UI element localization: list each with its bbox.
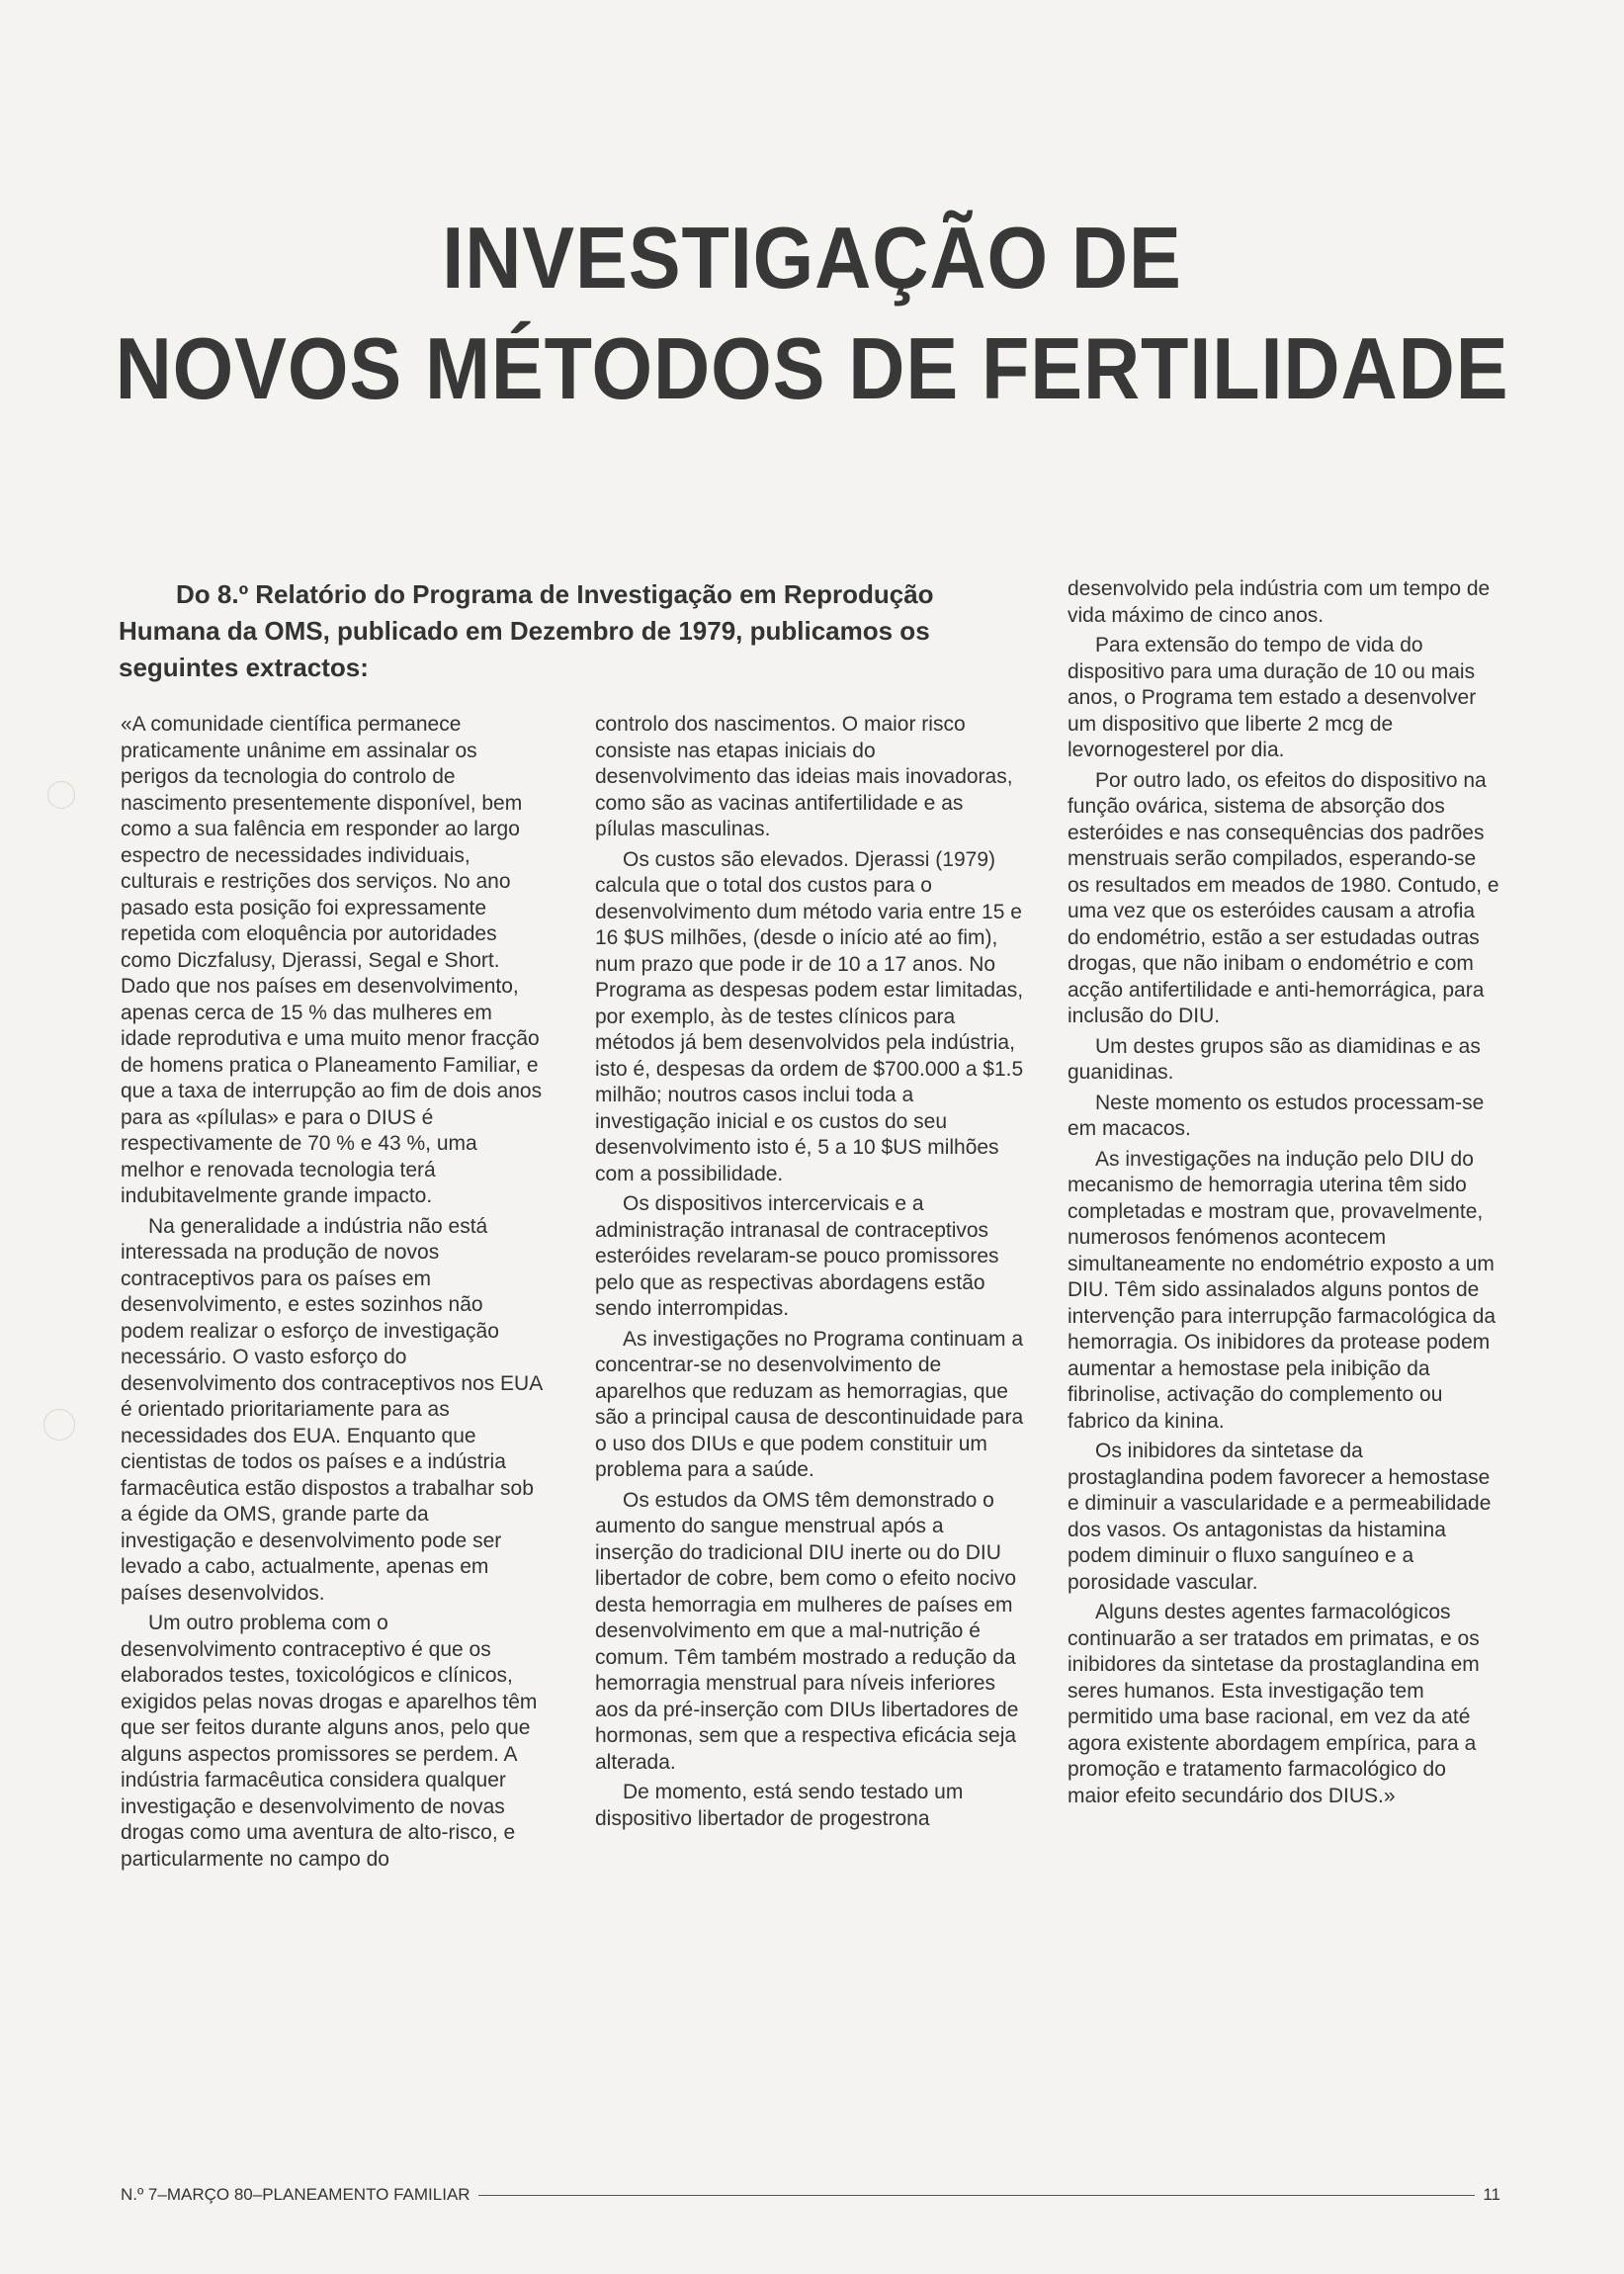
page-number: 11 [1483, 2185, 1500, 2204]
paragraph: controlo dos nascimentos. O maior risco consiste nas etapas iniciais do desenvolvimento das ideias mais inovadoras, como são as vacinas antifertilidade e as pílulas masculinas. [595, 713, 1013, 840]
scan-mark [43, 1409, 75, 1441]
paragraph: desenvolvido pela indústria com um tempo de vida máximo de cinco anos. [1068, 577, 1491, 627]
title-line-2: NOVOS MÉTODOS DE FERTILIDADE [115, 319, 1509, 417]
intro-line-2: Humana da OMS, publicado em Dezembro de 1979, publicamos os [119, 616, 930, 646]
paragraph: «A comunidade científica permanece praticamente unânime em assinalar os perigos da tecnologia do controlo de nascimento presentemente disponível, bem como a sua falência em responder ao largo espectro de necessidades individuais, culturais e restrições dos serviços. No ano pasado esta posição foi expressamente repetida com eloquência por autoridades como Diczfalusy, Djerassi, Segal e Short. Dado que nos países em desenvolvimento, apenas cerca de 15 % das mulheres em idade reprodutiva e uma muito menor fracção de homens pratica o Planeamento Familiar, e que a taxa de interrupção ao fim de dois anos para as «pílulas» e para o DIUS é respectivamente de 70 % e 43 %, uma melhor e renovada tecnologia terá indubitavelmente grande impacto. [121, 713, 543, 1207]
footer-rule [478, 2195, 1476, 2196]
paragraph: Por outro lado, os efeitos do dispositivo na função ovárica, sistema de absorção dos esteróides e nas consequências dos padrões menstruais serão compilados, esperando-se os resultados em meados de 1980. Contudo, e uma vez que os esteróides causam a atrofia do endométrio, estão a ser estudadas outras drogas, que não inibam o endométrio e com acção antifertilidade e anti-hemorrágica, para inclusão do DIU. [1068, 768, 1499, 1027]
intro-line-1: Do 8.º Relatório do Programa de Investigação em Reprodução [176, 579, 934, 609]
column-2 [595, 712, 1026, 1836]
page-footer [121, 2185, 1500, 2205]
page-title [81, 203, 1543, 424]
scan-mark [47, 781, 75, 809]
paragraph: Os dispositivos intercervicais e a administração intranasal de contraceptivos esteróides revelaram-se pouco promissores pelo que as respectivas abordagens estão sendo interrompidas. [595, 1192, 999, 1320]
paragraph: Na generalidade a indústria não está interessada na produção de novos contraceptivos para os países em desenvolvimento, e estes sozinhos não podem realizar o esforço de investigação necessário. O vasto esforço do desenvolvimento dos contraceptivos nos EUA é orientado prioritariamente para as necessidades dos EUA. Enquanto que cientistas de todos os países e a indústria farmacêutica estão dispostos a trabalhar sob a égide da OMS, grande parte da investigação e desenvolvimento pode ser levado a cabo, actualmente, apenas em países desenvolvidos. [121, 1214, 543, 1605]
paragraph: As investigações na indução pelo DIU do mecanismo de hemorragia uterina têm sido completadas e mostram que, provavelmente, numerosos fenómenos acontecem simultaneamente no endométrio exposto a um DIU. Têm sido assinalados alguns pontos de intervenção para interrupção farmacológica da hemorragia. Os inibidores da protease podem aumentar a hemostase pela inibição da fibrinolise, activação do complemento ou fabrico da kinina. [1068, 1147, 1496, 1433]
paragraph: Neste momento os estudos processam-se em macacos. [1068, 1091, 1485, 1140]
intro-line-3: seguintes extractos: [119, 653, 369, 682]
paragraph: Os inibidores da sintetase da prostaglandina podem favorecer a hemostase e diminuir a vascularidade e a permeabilidade dos vasos. Os antagonistas da histamina podem diminuir o fluxo sanguíneo e a porosidade vascular. [1068, 1440, 1492, 1594]
column-3 [1068, 576, 1500, 1813]
paragraph: Um destes grupos são as diamidinas e as guanidinas. [1068, 1034, 1481, 1084]
issue-label: N.º 7–MARÇO 80–PLANEAMENTO FAMILIAR [121, 2185, 470, 2204]
paragraph: As investigações no Programa continuam a concentrar-se no desenvolvimento de aparelhos que reduzam as hemorragias, que são a principal causa de descontinuidade para o uso dos DIUs e que podem constituir um problema para a saúde. [595, 1327, 1024, 1481]
title-line-1: INVESTIGAÇÃO DE [442, 209, 1182, 306]
paragraph: Os estudos da OMS têm demonstrado o aumento do sangue menstrual após a inserção do tradicional DIU inerte ou do DIU libertador de cobre, bem como o efeito nocivo desta hemorragia em mulheres de países em desenvolvimento em que a mal-nutrição é comum. Têm também mostrado a redução da hemorragia menstrual para níveis inferiores aos da pré-inserção com DIUs libertadores de hormonas, sem que a respectiva eficácia seja alterada. [595, 1488, 1019, 1774]
paragraph: De momento, está sendo testado um dispositivo libertador de progestrona [595, 1781, 964, 1830]
paragraph: Para extensão do tempo de vida do dispositivo para uma duração de 10 ou mais anos, o Programa tem estado a desenvolver um dispositivo que liberte 2 mcg de levornogesterel por dia. [1068, 634, 1477, 761]
paragraph: Os custos são elevados. Djerassi (1979) calcula que o total dos custos para o desenvolvimento dum método varia entre 15 e 16 $US milhões, (desde o início até ao fim), num prazo que pode ir de 10 a 17 anos. No Programa as despesas podem estar limitadas, por exemplo, às de testes clínicos para métodos já bem desenvolvidos pela indústria, isto é, despesas da ordem de $700.000 a $1.5 milhão; noutros casos inclui toda a investigação inicial e os custos do seu desenvolvimento isto é, 5 a 10 $US milhões com a possibilidade. [595, 847, 1024, 1185]
paragraph: Um outro problema com o desenvolvimento contraceptivo é que os elaborados testes, toxicológicos e clínicos, exigidos pelas novas drogas e aparelhos têm que ser feitos durante alguns anos, pelo que alguns aspectos promissores se perdem. A indústria farmacêutica considera qualquer investigação e desenvolvimento de novas drogas como uma aventura de alto-risco, e particularmente no campo do [121, 1612, 538, 1871]
intro-paragraph [119, 576, 1028, 686]
paragraph: Alguns destes agentes farmacológicos continuarão a ser tratados em primatas, e os inibidores da sintetase da prostaglandina em seres humanos. Esta investigação tem permitido uma base racional, em vez da até agora existente abordagem empírica, para a promoção e tratamento farmacológico do maior efeito secundário dos DIUS.» [1068, 1601, 1480, 1807]
column-1 [121, 712, 546, 1877]
